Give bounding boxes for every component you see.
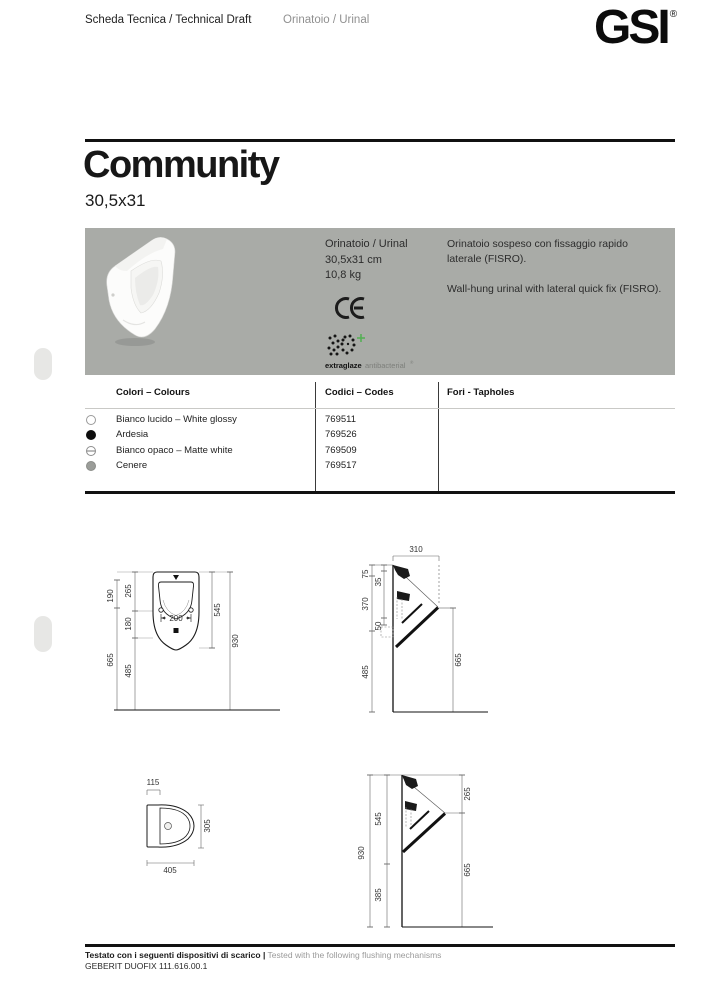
front-view-drawing — [100, 540, 280, 720]
drain-mark — [174, 628, 179, 633]
dim-115: 115 — [146, 778, 160, 787]
table-bottom-rule — [85, 491, 675, 494]
spec-column — [325, 237, 408, 284]
product-banner — [85, 228, 675, 375]
dim-665: 665 — [463, 863, 472, 877]
spec-weight: 10,8 kg — [325, 269, 362, 281]
dim-665: 665 — [454, 653, 463, 667]
table-header-rule — [85, 408, 675, 409]
registered-mark: ® — [669, 9, 678, 20]
dim-310: 310 — [409, 545, 423, 554]
color-swatch-matte-white — [86, 446, 96, 456]
dim-930: 930 — [357, 846, 366, 860]
dim-485: 485 — [361, 665, 370, 679]
punch-hole — [34, 616, 52, 652]
dim-75: 75 — [361, 569, 370, 579]
tested-with-italian: Testato con i seguenti dispositivi di scarico — [85, 950, 261, 960]
table-row — [85, 414, 675, 429]
dim-930: 930 — [231, 634, 240, 648]
color-name: Bianco opaco – Matte white — [116, 445, 233, 456]
dim-305: 305 — [203, 819, 212, 833]
color-name: Bianco lucido – White glossy — [116, 414, 237, 425]
side-fix-hole — [111, 293, 114, 296]
dim-50: 50 — [374, 621, 383, 631]
dim-180: 180 — [124, 617, 133, 631]
side-view-top-drawing — [360, 535, 490, 725]
gsi-logo — [594, 1, 678, 54]
plan-view-drawing — [100, 760, 230, 890]
dim-485: 485 — [124, 664, 133, 678]
color-swatch-ardesia — [86, 430, 96, 440]
extraglaze-label: extraglaze — [325, 361, 362, 370]
dim-665: 665 — [106, 653, 115, 667]
table-row — [85, 429, 675, 444]
punch-hole — [34, 348, 52, 380]
fix-hole — [189, 608, 193, 612]
dim-545: 545 — [213, 603, 222, 617]
description-italian: Orinatoio sospeso con fissaggio rapido laterale (FISRO). — [447, 238, 628, 265]
color-code: 769511 — [325, 414, 356, 425]
spec-type: Orinatoio / Urinal — [325, 238, 408, 250]
color-code: 769517 — [325, 460, 357, 471]
dim-370: 370 — [361, 597, 370, 611]
tested-with-english: Tested with the following flushing mechanisms — [267, 950, 442, 960]
footer-separator: | — [262, 950, 266, 960]
dim-265: 265 — [124, 584, 133, 598]
color-name: Ardesia — [116, 429, 149, 440]
gsi-logo-text: GSI — [594, 1, 668, 54]
fix-hole — [159, 608, 163, 612]
title-rule — [85, 139, 675, 142]
color-code: 769526 — [325, 429, 357, 440]
dim-545: 545 — [374, 812, 383, 826]
extraglaze-antibacterial-icon — [325, 332, 425, 372]
drain-hole — [165, 823, 172, 830]
description-english: Wall-hung urinal with lateral quick fix (FISRO). — [447, 283, 662, 295]
color-swatch-cenere — [86, 461, 96, 471]
description-column — [447, 237, 661, 297]
product-category-label: Orinatoio / Urinal — [283, 14, 370, 26]
dim-190: 190 — [106, 589, 115, 603]
tested-with-line — [85, 950, 441, 960]
table-row — [85, 460, 675, 475]
product-size: 30,5x31 — [85, 191, 146, 210]
dim-265: 265 — [463, 787, 472, 801]
flushing-device: GEBERIT DUOFIX 111.616.00.1 — [85, 961, 208, 971]
table-row — [85, 445, 675, 460]
product-name: Community — [83, 144, 279, 186]
antibacterial-reg: ® — [410, 360, 414, 365]
spec-dimensions: 30,5x31 cm — [325, 253, 382, 266]
color-code: 769509 — [325, 445, 357, 456]
table-header-tapholes: Fori - Tapholes — [447, 387, 515, 398]
footer-rule — [85, 944, 675, 947]
color-swatch-white-glossy — [86, 415, 96, 425]
dim-405: 405 — [163, 866, 177, 875]
extraglaze-dots — [328, 335, 356, 356]
color-name: Cenere — [116, 460, 148, 471]
dim-200: 200 — [169, 614, 183, 623]
antibacterial-label: antibacterial — [365, 361, 406, 370]
green-plus-icon — [357, 334, 365, 342]
table-header-codes: Codici – Codes — [325, 387, 394, 398]
ce-mark-icon — [329, 294, 367, 322]
document-type-label: Scheda Tecnica / Technical Draft — [85, 14, 252, 26]
product-photo-urinal — [93, 232, 189, 358]
side-view-bottom-drawing — [355, 755, 495, 930]
table-header-colours: Colori – Colours — [116, 387, 190, 398]
dim-35: 35 — [374, 577, 383, 587]
dim-385: 385 — [374, 888, 383, 902]
